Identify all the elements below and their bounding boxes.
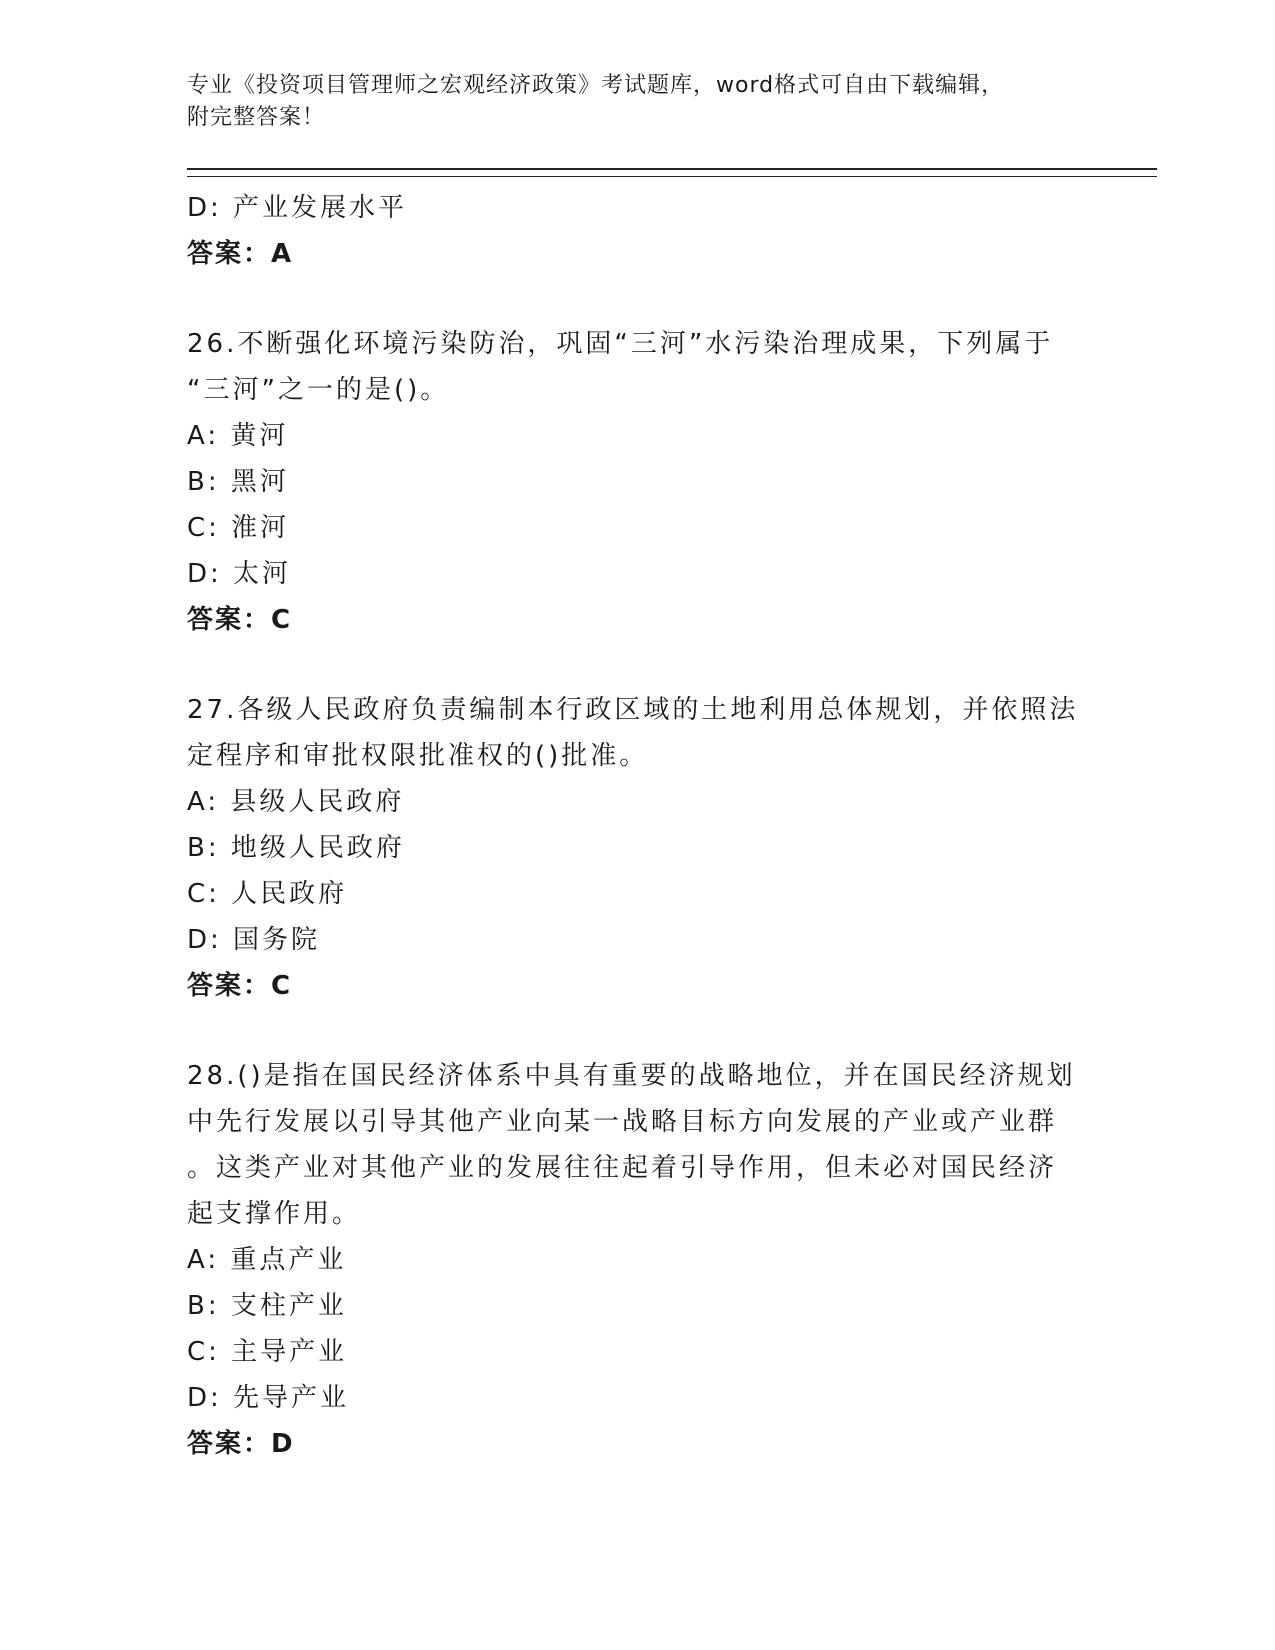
answer-line: 答案：C <box>187 971 293 1001</box>
option-d: D: 先导产业 <box>187 1383 350 1413</box>
document-body <box>187 185 1157 1467</box>
document-page <box>187 70 1157 1467</box>
question-stem-line: 中先行发展以引导其他产业向某一战略目标方向发展的产业或产业群 <box>187 1107 1058 1137</box>
previous-question-tail <box>187 185 1157 277</box>
question-stem-line: 。这类产业对其他产业的发展往往起着引导作用，但未必对国民经济 <box>187 1153 1058 1183</box>
question-stem-line: 28.()是指在国民经济体系中具有重要的战略地位，并在国民经济规划 <box>187 1061 1076 1091</box>
answer-line: 答案：D <box>187 1429 295 1459</box>
option-c: C: 淮河 <box>187 513 290 543</box>
question-stem-line: 起支撑作用。 <box>187 1199 362 1229</box>
question-stem-line: 27.各级人民政府负责编制本行政区域的土地利用总体规划，并依照法 <box>187 695 1079 725</box>
question-stem-line: 26.不断强化环境污染防治，巩固“三河”水污染治理成果，下列属于 <box>187 329 1054 359</box>
option-d: D: 国务院 <box>187 925 321 955</box>
option-b: B: 地级人民政府 <box>187 833 405 863</box>
document-header <box>187 70 1157 134</box>
question-27 <box>187 687 1157 1009</box>
option-a: A: 县级人民政府 <box>187 787 405 817</box>
question-stem-line: “三河”之一的是()。 <box>187 375 450 405</box>
option-a: A: 重点产业 <box>187 1245 347 1275</box>
header-divider <box>187 168 1157 177</box>
option-c: C: 人民政府 <box>187 879 348 909</box>
header-line-2: 附完整答案！ <box>187 105 326 130</box>
question-26 <box>187 321 1157 643</box>
option-c: C: 主导产业 <box>187 1337 348 1367</box>
option-d: D: 产业发展水平 <box>187 193 408 223</box>
option-a: A: 黄河 <box>187 421 289 451</box>
option-d: D: 太河 <box>187 559 292 589</box>
header-line-1: 专业《投资项目管理师之宏观经济政策》考试题库，word格式可自由下载编辑， <box>187 73 1005 98</box>
question-stem-line: 定程序和审批权限批准权的()批准。 <box>187 741 649 771</box>
option-b: B: 黑河 <box>187 467 289 497</box>
option-b: B: 支柱产业 <box>187 1291 347 1321</box>
answer-line: 答案：A <box>187 239 294 269</box>
question-28 <box>187 1053 1157 1467</box>
answer-line: 答案：C <box>187 605 293 635</box>
